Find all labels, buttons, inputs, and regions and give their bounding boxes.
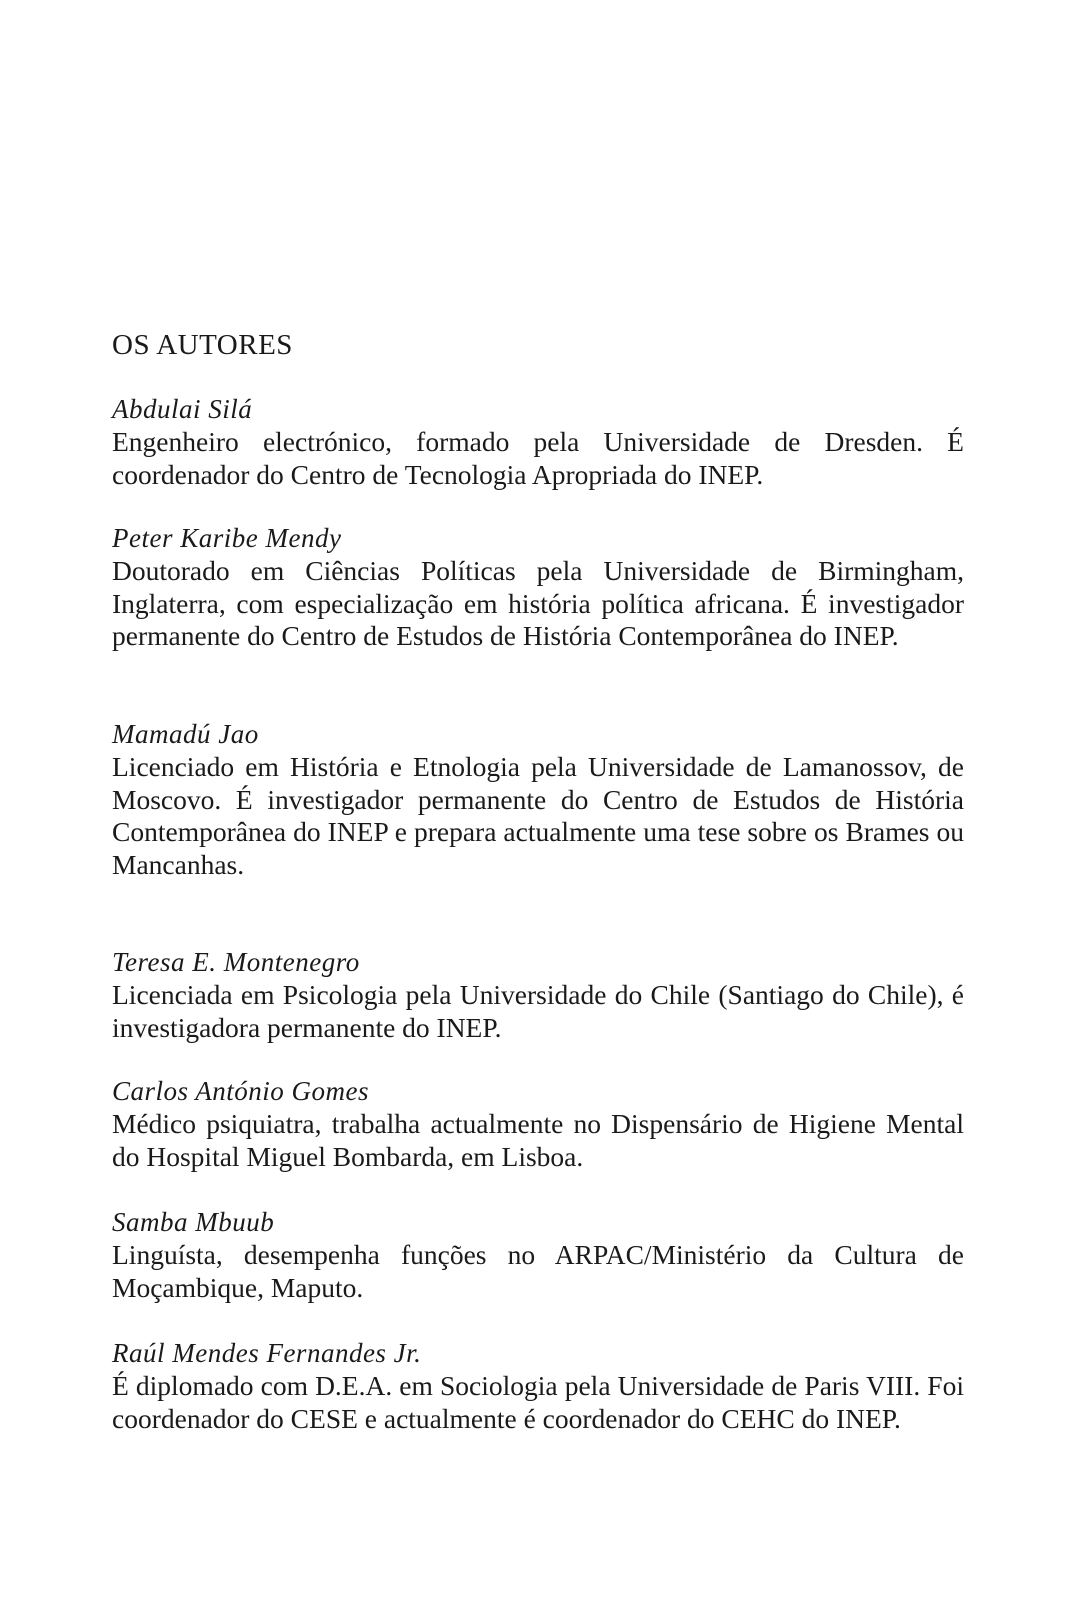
author-bio: Doutorado em Ciências Políticas pela Universidade de Birmingham, Inglaterra, com especialização em história política africana. É investigador permanente do Centro de Estudos de História Contemporânea do INEP. — [112, 555, 964, 651]
section-heading: OS AUTORES — [112, 329, 293, 361]
author-bio: Licenciado em História e Etnologia pela Universidade de Lamanossov, de Moscovo. É investigador permanente do Centro de Estudos de História Contemporânea do INEP e prepara actualmente uma tese sobre os Brames ou Mancanhas. — [112, 751, 964, 880]
author-entry — [112, 1206, 964, 1304]
author-name: Abdulai Silá — [112, 394, 253, 424]
author-bio: Médico psiquiatra, trabalha actualmente no Dispensário de Higiene Mental do Hospital Miguel Bombarda, em Lisboa. — [112, 1108, 964, 1172]
author-name: Peter Karibe Mendy — [112, 523, 342, 553]
author-bio: Linguísta, desempenha funções no ARPAC/Ministério da Cultura de Moçambique, Maputo. — [112, 1239, 964, 1303]
author-name: Carlos António Gomes — [112, 1076, 370, 1106]
author-name: Teresa E. Montenegro — [112, 947, 360, 977]
author-bio: Licenciada em Psicologia pela Universidade do Chile (Santiago do Chile), é investigadora permanente do INEP. — [112, 979, 964, 1043]
author-entry — [112, 393, 964, 491]
author-entry — [112, 718, 964, 881]
author-bio: Engenheiro electrónico, formado pela Universidade de Dresden. É coordenador do Centro de Tecnologia Apropriada do INEP. — [112, 426, 964, 490]
author-entry — [112, 946, 964, 1044]
author-name: Raúl Mendes Fernandes Jr. — [112, 1338, 422, 1368]
author-entry — [112, 1337, 964, 1435]
author-name: Mamadú Jao — [112, 719, 259, 749]
author-name: Samba Mbuub — [112, 1207, 275, 1237]
author-entry — [112, 522, 964, 653]
author-bio: É diplomado com D.E.A. em Sociologia pela Universidade de Paris VIII. Foi coordenador do CESE e actualmente é coordenador do CEHC do INEP. — [112, 1370, 964, 1434]
author-entry — [112, 1075, 964, 1173]
